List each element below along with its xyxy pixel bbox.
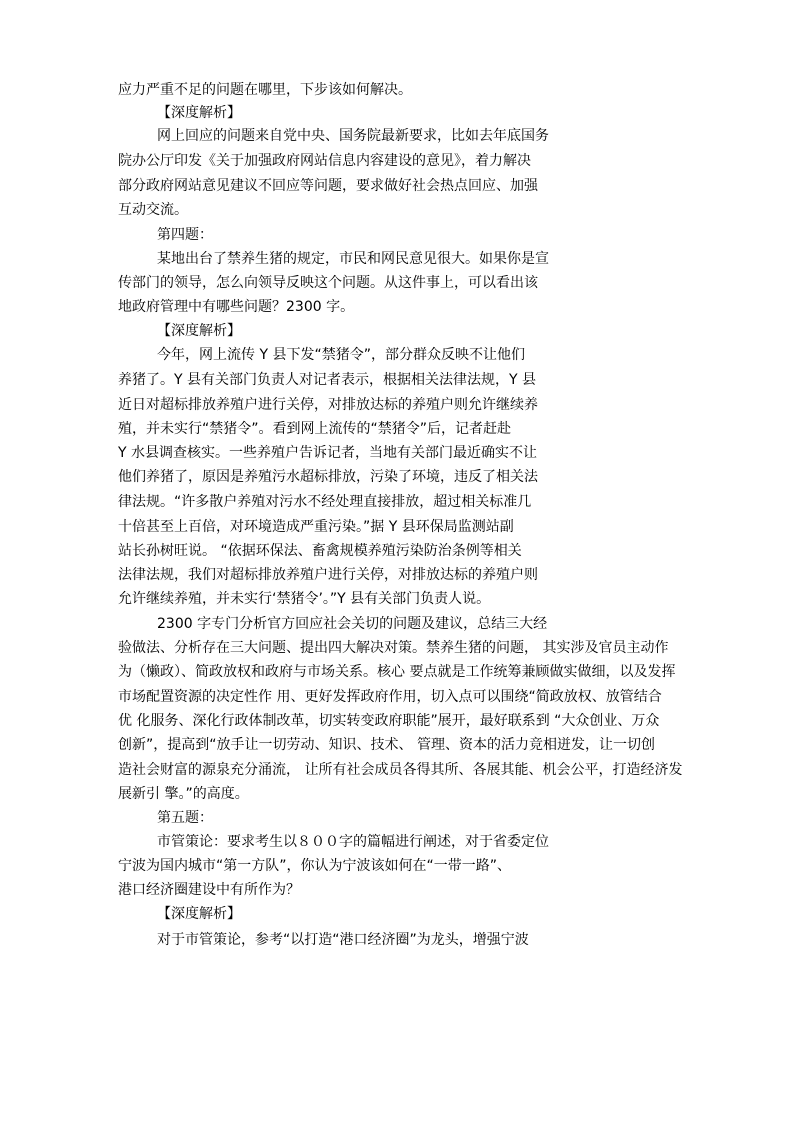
text-line: 殖，并未实行“禁猪令”。看到网上流传的“禁猪令”后，记者赶赴 <box>118 421 512 437</box>
text-line: 某地出台了禁养生猪的规定，市民和网民意见很大。如果你是宣 <box>157 251 549 267</box>
text-line: 造社会财富的源泉充分涌流， 让所有社会成员各得其所、各展其能、机会公平，打造经济发 <box>118 762 683 778</box>
text-line: 港口经济圈建设中有所作为？ <box>118 882 300 898</box>
text-line: 地政府管理中有哪些问题？2300 字。 <box>118 299 355 315</box>
text-line: 近日对超标排放养殖户进行关停，对排放达标的养殖户则允许继续养 <box>118 397 538 413</box>
text-line: 律法规。“许多散户养殖对污水不经处理直接排放，超过相关标准几 <box>118 494 532 510</box>
text-line: 2300 字专门分析官方回应社会关切的问题及建议，总结三大经 <box>157 616 548 632</box>
text-line: 法律法规，我们对超标排放养殖户进行关停，对排放达标的养殖户则 <box>118 567 538 583</box>
text-line: 优 化服务、深化行政体制改革，切实转变政府职能”展开，最好联系到 “大众创业、万众 <box>118 713 660 729</box>
section-heading: 【深度解析】 <box>157 906 241 922</box>
text-line: 市场配置资源的决定性作 用、更好发挥政府作用，切入点可以围绕“简政放权、放管结合 <box>118 689 662 705</box>
text-line: 今年，网上流传 Y 县下发“禁猪令”，部分群众反映不让他们 <box>157 347 525 363</box>
text-line: 市管策论：要求考生以８００字的篇幅进行阐述，对于省委定位 <box>157 834 549 850</box>
text-line: 传部门的领导，怎么向领导反映这个问题。从这件事上，可以看出该 <box>118 275 538 291</box>
text-line: 养猪了。Y 县有关部门负责人对记者表示，根据相关法律法规，Y 县 <box>118 372 537 388</box>
text-line: 展新引 擎。”的高度。 <box>118 786 249 802</box>
text-line: 他们养猪了，原因是养殖污水超标排放，污染了环境，违反了相关法 <box>118 469 538 485</box>
text-line: 对于市管策论，参考“以打造“港口经济圈”为龙头，增强宁波 <box>157 932 529 948</box>
text-line: 宁波为国内城市“第一方队”，你认为宁波该如何在“一带一路”、 <box>118 858 512 874</box>
text-line: 为（懒政）、简政放权和政府与市场关系。核心 要点就是工作统筹兼顾做实做细，以及发挥 <box>118 664 676 680</box>
section-heading: 【深度解析】 <box>157 105 241 121</box>
section-heading: 第五题： <box>157 810 213 826</box>
text-line: 网上回应的问题来自党中央、国务院最新要求，比如去年底国务 <box>157 128 549 144</box>
text-line: 站长孙树旺说。 “依据环保法、畜禽规模养殖污染防治条例等相关 <box>118 543 522 559</box>
text-line: 十倍甚至上百倍，对环境造成严重污染。”据 Y 县环保局监测站副 <box>118 519 514 535</box>
text-line: 创新”，提高到“放手让一切劳动、知识、技术、 管理、资本的活力竞相迸发，让一切创 <box>118 737 655 753</box>
text-line: Y 水县调查核实。一些养殖户告诉记者，当地有关部门最近确实不让 <box>118 445 538 461</box>
text-line: 互动交流。 <box>118 202 188 218</box>
section-heading: 【深度解析】 <box>157 323 241 339</box>
text-line: 验做法、分析存在三大问题、提出四大解决对策。禁养生猪的问题， 其实涉及官员主动作 <box>118 640 669 656</box>
section-heading: 第四题： <box>157 227 213 243</box>
text-line: 允许继续养殖，并未实行‘禁猪令’。”Y 县有关部门负责人说。 <box>118 591 491 607</box>
text-line: 部分政府网站意见建议不回应等问题，要求做好社会热点回应、加强 <box>118 178 538 194</box>
text-line: 应力严重不足的问题在哪里，下步该如何解决。 <box>118 82 412 98</box>
text-line: 院办公厅印发《关于加强政府网站信息内容建设的意见》，着力解决 <box>118 153 531 169</box>
